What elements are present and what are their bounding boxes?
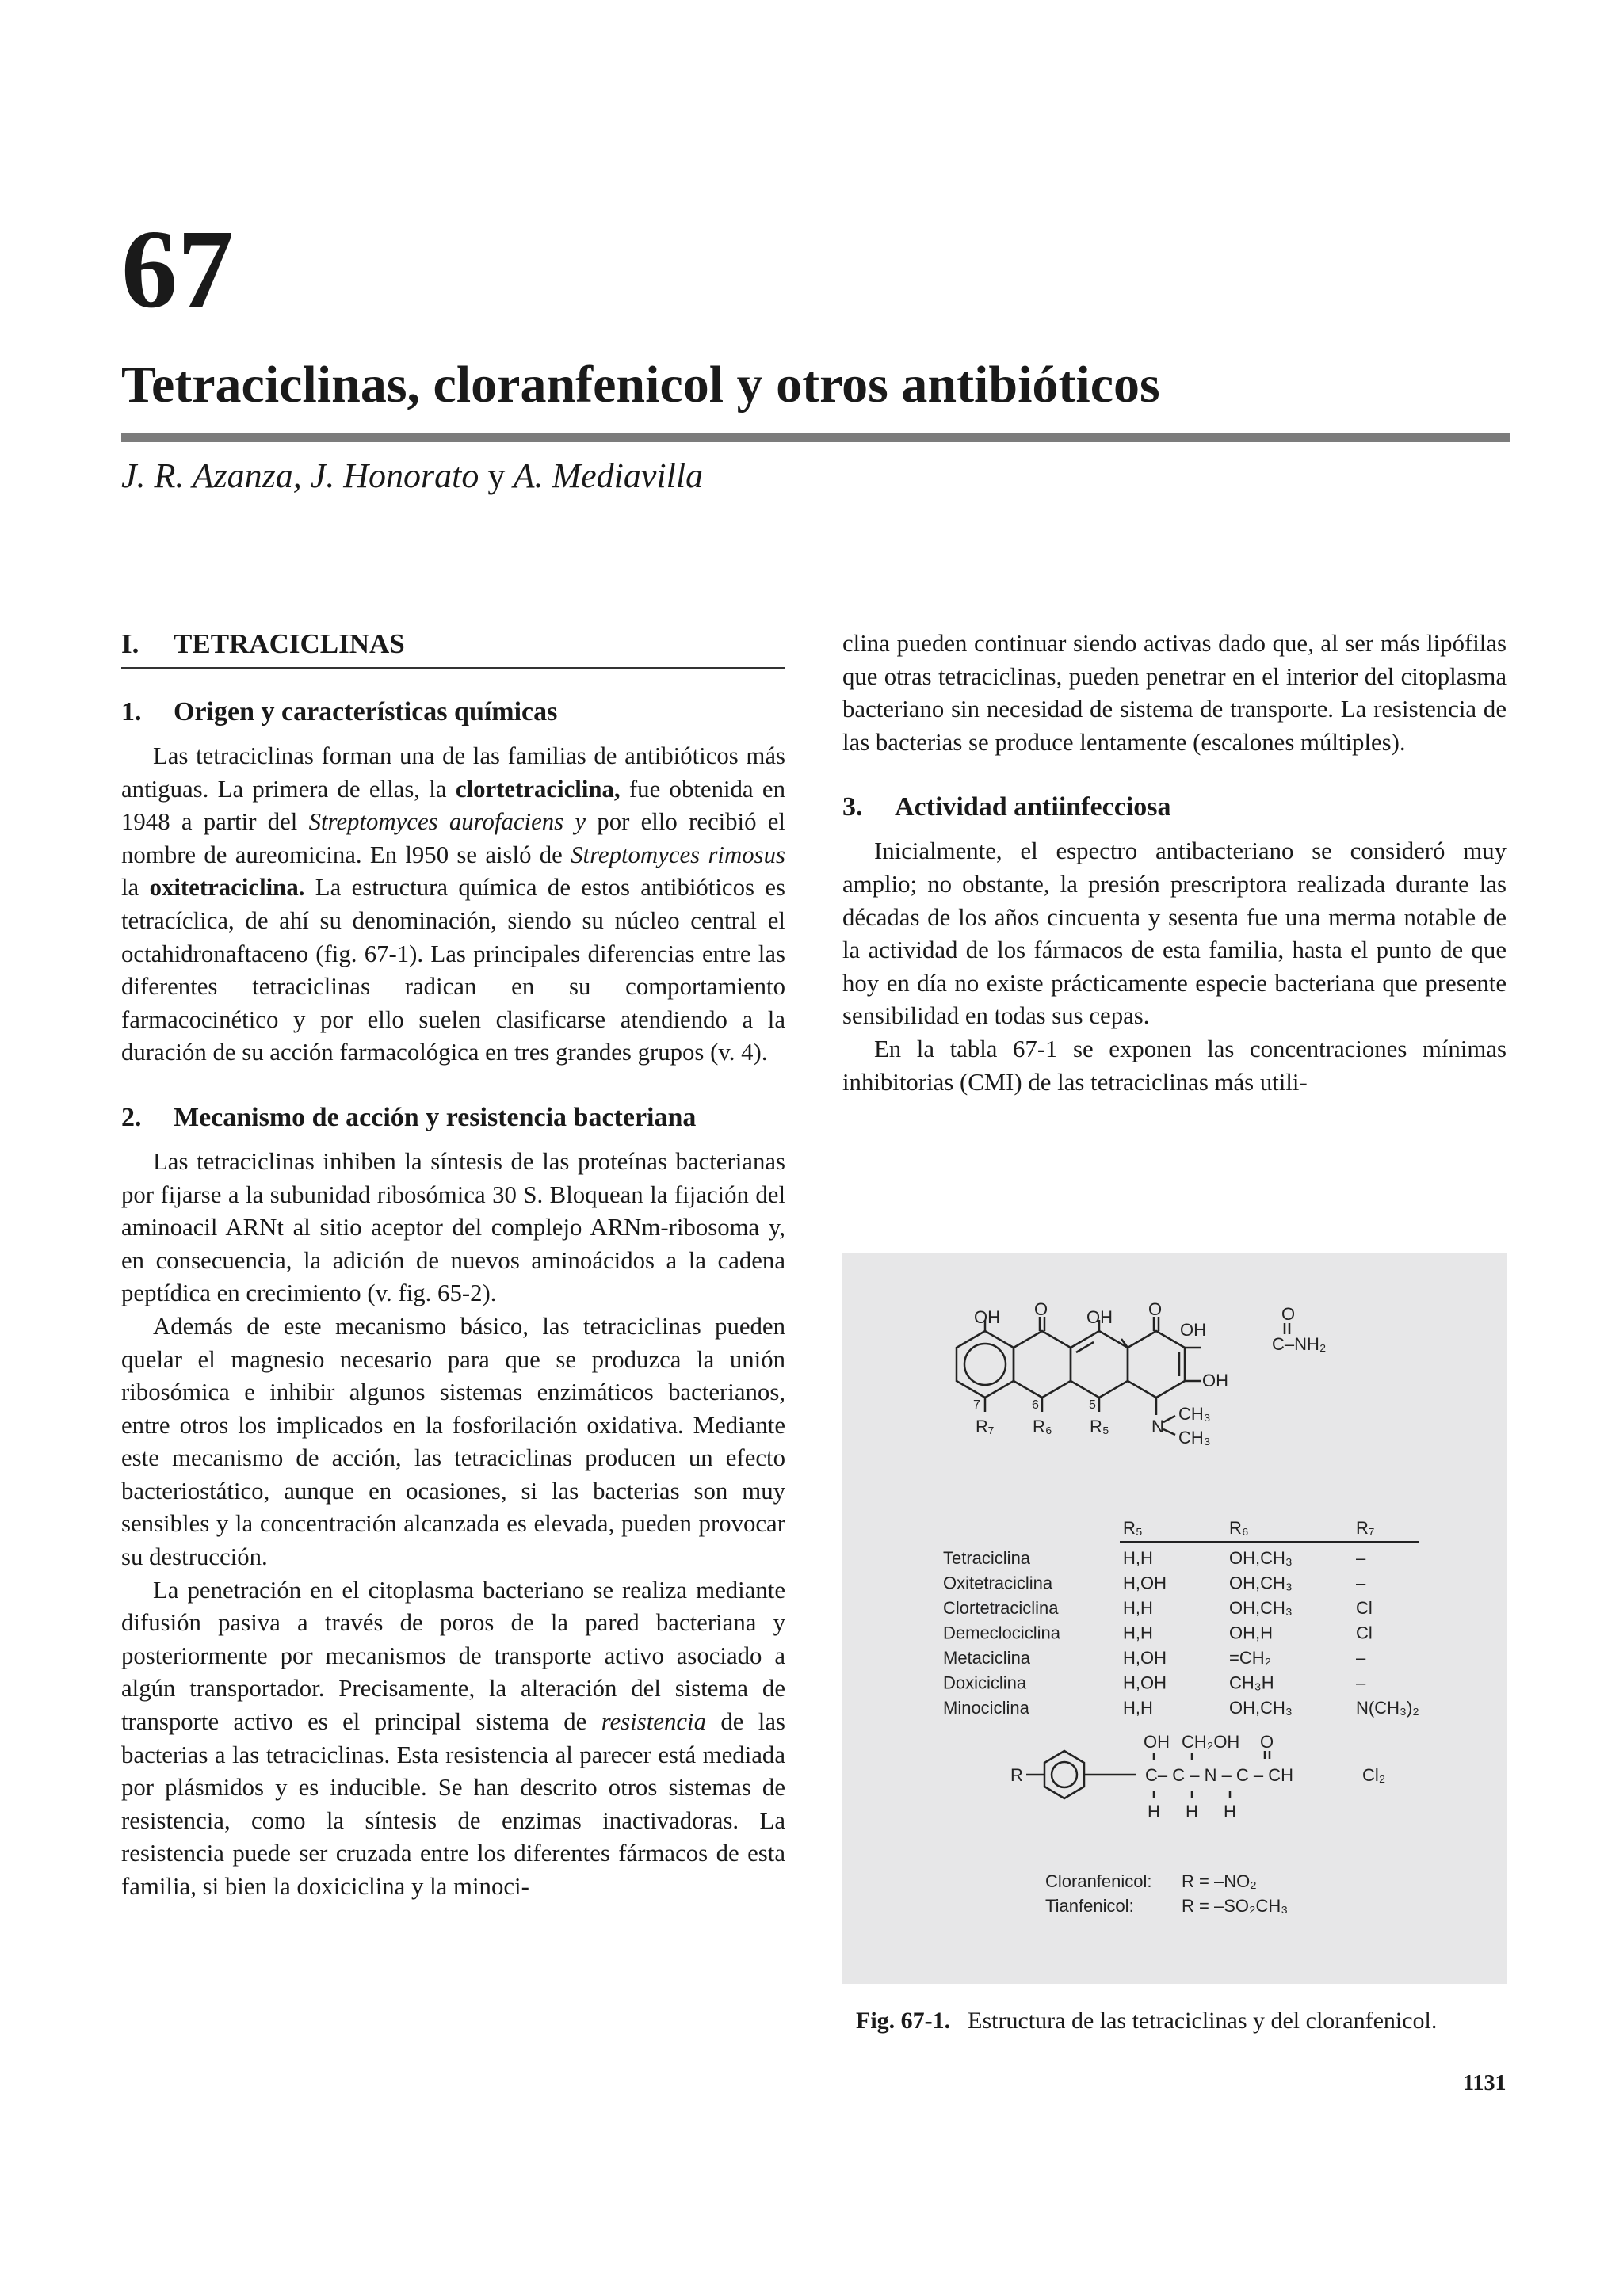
sub3-number: 3.: [842, 792, 863, 822]
label-o: O: [1034, 1299, 1048, 1319]
sub1-title: Origen y características químicas: [174, 697, 558, 727]
table-cell: –: [1356, 1548, 1366, 1568]
authors: [121, 456, 703, 496]
table-cell: Cl: [1356, 1623, 1373, 1643]
chapter-number: 67: [121, 206, 234, 331]
table-row-drug: Demeclociclina: [943, 1623, 1060, 1643]
label-position-6: 6: [1032, 1398, 1039, 1412]
label-position-5: 5: [1089, 1398, 1096, 1412]
chapter-title: Tetraciclinas, cloranfenicol y otros antibióticos: [121, 356, 1160, 414]
table-cell: OH,H: [1229, 1623, 1273, 1643]
section-title: TETRACICLINAS: [174, 628, 405, 659]
label-r5: R₅: [1090, 1417, 1109, 1436]
label-chain: C– C – N – C – CH: [1145, 1765, 1294, 1785]
legend-formula: R = –SO₂CH₃: [1182, 1896, 1289, 1916]
section-number: I.: [121, 628, 139, 659]
figure-67-1: [842, 1253, 1507, 1984]
table-cell: H,H: [1123, 1548, 1153, 1568]
table-cell: –: [1356, 1648, 1366, 1668]
text-run: Las tetraciclinas forman una de las familias de antibióticos más antiguas. La primera de ellas, la: [121, 742, 785, 803]
table-row-drug: Oxitetraciclina: [943, 1573, 1053, 1593]
table-header-cell: R₅: [1123, 1518, 1143, 1538]
label-amide: C–NH₂: [1272, 1334, 1327, 1354]
label-position-7: 7: [973, 1398, 980, 1412]
legend-drug-name: Cloranfenicol:: [1045, 1871, 1152, 1891]
label-methyl: CH₃: [1178, 1428, 1211, 1447]
label-r6: R₆: [1033, 1417, 1052, 1436]
caption-text: Estructura de las tetraciclinas y del cloranfenicol.: [968, 2008, 1438, 2034]
label-o: O: [1281, 1304, 1296, 1324]
label-oh: OH: [1086, 1307, 1113, 1327]
section-heading: [121, 627, 785, 661]
legend-formula: R = –NO₂: [1182, 1871, 1257, 1891]
sub1-number: 1.: [121, 697, 142, 727]
sub3-heading: [842, 791, 1507, 824]
sub2-title: Mecanismo de acción y resistencia bacteriana: [174, 1102, 697, 1132]
label-h: H: [1148, 1802, 1160, 1821]
label-nitrogen: N: [1151, 1417, 1164, 1436]
table-cell: OH,CH₃: [1229, 1598, 1293, 1618]
sub1-heading: [121, 696, 785, 729]
table-cell: OH,CH₃: [1229, 1548, 1293, 1568]
label-oh: OH: [974, 1307, 1000, 1327]
table-cell: CH₃H: [1229, 1672, 1274, 1693]
authors-part2: A. Mediavilla: [513, 456, 704, 495]
text-run: La penetración en el citoplasma bacteriano se realiza mediante difusión pasiva a través de poros de la pared bacteriana y posteriormente por mecanismos de transporte activo asociado a algún transportador. Precisamente, la alteración del sistema de transporte activo es el principal sistema de: [121, 1576, 785, 1736]
emphasis: resistencia: [601, 1708, 706, 1736]
table-cell: H,OH: [1123, 1648, 1167, 1668]
substituent-table: [943, 1518, 1419, 1718]
sub2-heading: [121, 1101, 785, 1135]
table-row-drug: Clortetraciclina: [943, 1598, 1059, 1618]
caption-label: Fig. 67-1.: [856, 2008, 951, 2034]
text-run: la: [121, 874, 150, 902]
table-cell: H,H: [1123, 1623, 1153, 1643]
sub2-paragraph-1: Las tetraciclinas inhiben la síntesis de las proteínas bacterianas por fijarse a la subunidad ribosómica 30 S. Bloquean la fijación del aminoacil ARNt al sitio aceptor del complejo ARNm-ribosoma y, en consecuencia, la adición de nuevos aminoácidos a la cadena peptídica en crecimiento (v. fig. 65-2).: [121, 1147, 785, 1307]
table-cell: N(CH₃)₂: [1356, 1698, 1419, 1718]
label-r7: R₇: [976, 1417, 995, 1436]
right-column: [842, 627, 1507, 1099]
figure-caption: [856, 2008, 1437, 2035]
sub3-paragraph-1: Inicialmente, el espectro antibacteriano se consideró muy amplio; no obstante, la presión prescriptora realizada durante las décadas de los años cincuenta y sesenta fue una merma notable de la actividad de los fármacos de esta familia, hasta el punto de que hoy en día no existe prácticamente especie bacteriana que presente sensibilidad en todas sus cepas.: [842, 837, 1507, 1030]
text-run: de las bacterias a las tetraciclinas. Esta resistencia al parecer está mediada por plásmidos y es inducible. Se han descrito otros sistemas de resistencia, como la síntesis de enzimas inactivadoras. La resistencia puede ser cruzada entre los diferentes fármacos de esta familia, si bien la doxiciclina y la minoci-: [121, 1708, 785, 1900]
label-ch2oh: CH₂OH: [1182, 1732, 1240, 1752]
label-h: H: [1186, 1802, 1198, 1821]
table-row-drug: Doxiciclina: [943, 1672, 1027, 1693]
legend-drug-name: Tianfenicol:: [1045, 1896, 1134, 1916]
text-run: fue obtenida en 1948 a partir del: [121, 775, 785, 836]
label-methyl: CH₃: [1178, 1404, 1211, 1424]
sub2-paragraph-3: [121, 1574, 785, 1904]
table-cell: Cl: [1356, 1598, 1373, 1618]
chemical-structures: [842, 1253, 1507, 1984]
title-rule: [121, 433, 1510, 442]
table-row-drug: Metaciclina: [943, 1648, 1031, 1668]
table-header-cell: R₇: [1356, 1518, 1375, 1538]
table-cell: OH,CH₃: [1229, 1698, 1293, 1718]
sub2-paragraph-3-continued: clina pueden continuar siendo activas dado que, al ser más lipófilas que otras tetraciclinas, pueden penetrar en el interior del citoplasma bacteriano sin necesidad de sistema de transporte. La resistencia de las bacterias se produce lentamente (escalones múltiples).: [842, 630, 1507, 756]
chloramphenicol-legend: [1045, 1871, 1288, 1916]
tetracycline-skeleton: [957, 1317, 1289, 1435]
label-h: H: [1224, 1802, 1236, 1821]
label-oh: OH: [1180, 1320, 1206, 1340]
table-row-drug: Minociclina: [943, 1698, 1029, 1718]
table-cell: H,H: [1123, 1598, 1153, 1618]
table-cell: H,OH: [1123, 1573, 1167, 1593]
sub2-number: 2.: [121, 1102, 142, 1132]
text-run: por ello recibió el nombre de aureomicina. En l950 se aisló de: [121, 808, 785, 868]
sub3-title: Actividad antiinfecciosa: [895, 792, 1171, 822]
drug-name: oxitetraciclina.: [149, 874, 305, 902]
table-cell: H,H: [1123, 1698, 1153, 1718]
label-r: R: [1010, 1765, 1023, 1785]
sub1-paragraph: [121, 740, 785, 1070]
authors-conj: y: [487, 456, 506, 495]
sub2-paragraph-2: Además de este mecanismo básico, las tetraciclinas pueden quelar el magnesio necesario para que se produzca la unión ribosómica e inhibir algunos sistemas enzimáticos bacterianos, entre otros los implicados en la fosforilación oxidativa. Mediante este mecanismo de acción, las tetraciclinas producen un efecto bacteriostático, aunque en ocasiones, si las bacterias son muy sensibles y la concentración alcanzada es elevada, pueden provocar su destrucción.: [121, 1312, 785, 1571]
table-cell: =CH₂: [1229, 1648, 1272, 1668]
label-cl2: Cl₂: [1362, 1765, 1386, 1785]
label-o: O: [1148, 1299, 1163, 1319]
table-cell: –: [1356, 1573, 1366, 1593]
left-column: [121, 627, 785, 1904]
drug-name: clortetraciclina,: [455, 775, 621, 803]
table-cell: OH,CH₃: [1229, 1573, 1293, 1593]
species-name: Streptomyces aurofaciens y: [308, 808, 586, 836]
table-row-drug: Tetraciclina: [943, 1548, 1031, 1568]
authors-part1: J. R. Azanza, J. Honorato: [121, 456, 479, 495]
page-number: 1131: [1463, 2071, 1507, 2096]
label-oh: OH: [1202, 1371, 1228, 1390]
text-run: La estructura química de estos antibióticos es tetracíclica, de ahí su denominación, siendo su núcleo central el octahidronaftaceno (fig. 67-1). Las principales diferencias entre las diferentes tetraciclinas radican en su comportamiento farmacocinético y por ello suelen clasificarse atendiendo a la duración de su acción farmacológica en tres grandes grupos (v. 4).: [121, 874, 785, 1066]
table-cell: H,OH: [1123, 1672, 1167, 1693]
section-rule: [121, 667, 785, 669]
sub3-paragraph-2: En la tabla 67-1 se exponen las concentraciones mínimas inhibitorias (CMI) de las tetraciclinas más utili-: [842, 1035, 1507, 1096]
species-name: Streptomyces rimosus: [571, 841, 785, 868]
table-header-cell: R₆: [1229, 1518, 1249, 1538]
label-o: O: [1260, 1732, 1274, 1752]
label-oh: OH: [1144, 1732, 1170, 1752]
table-cell: –: [1356, 1672, 1366, 1693]
